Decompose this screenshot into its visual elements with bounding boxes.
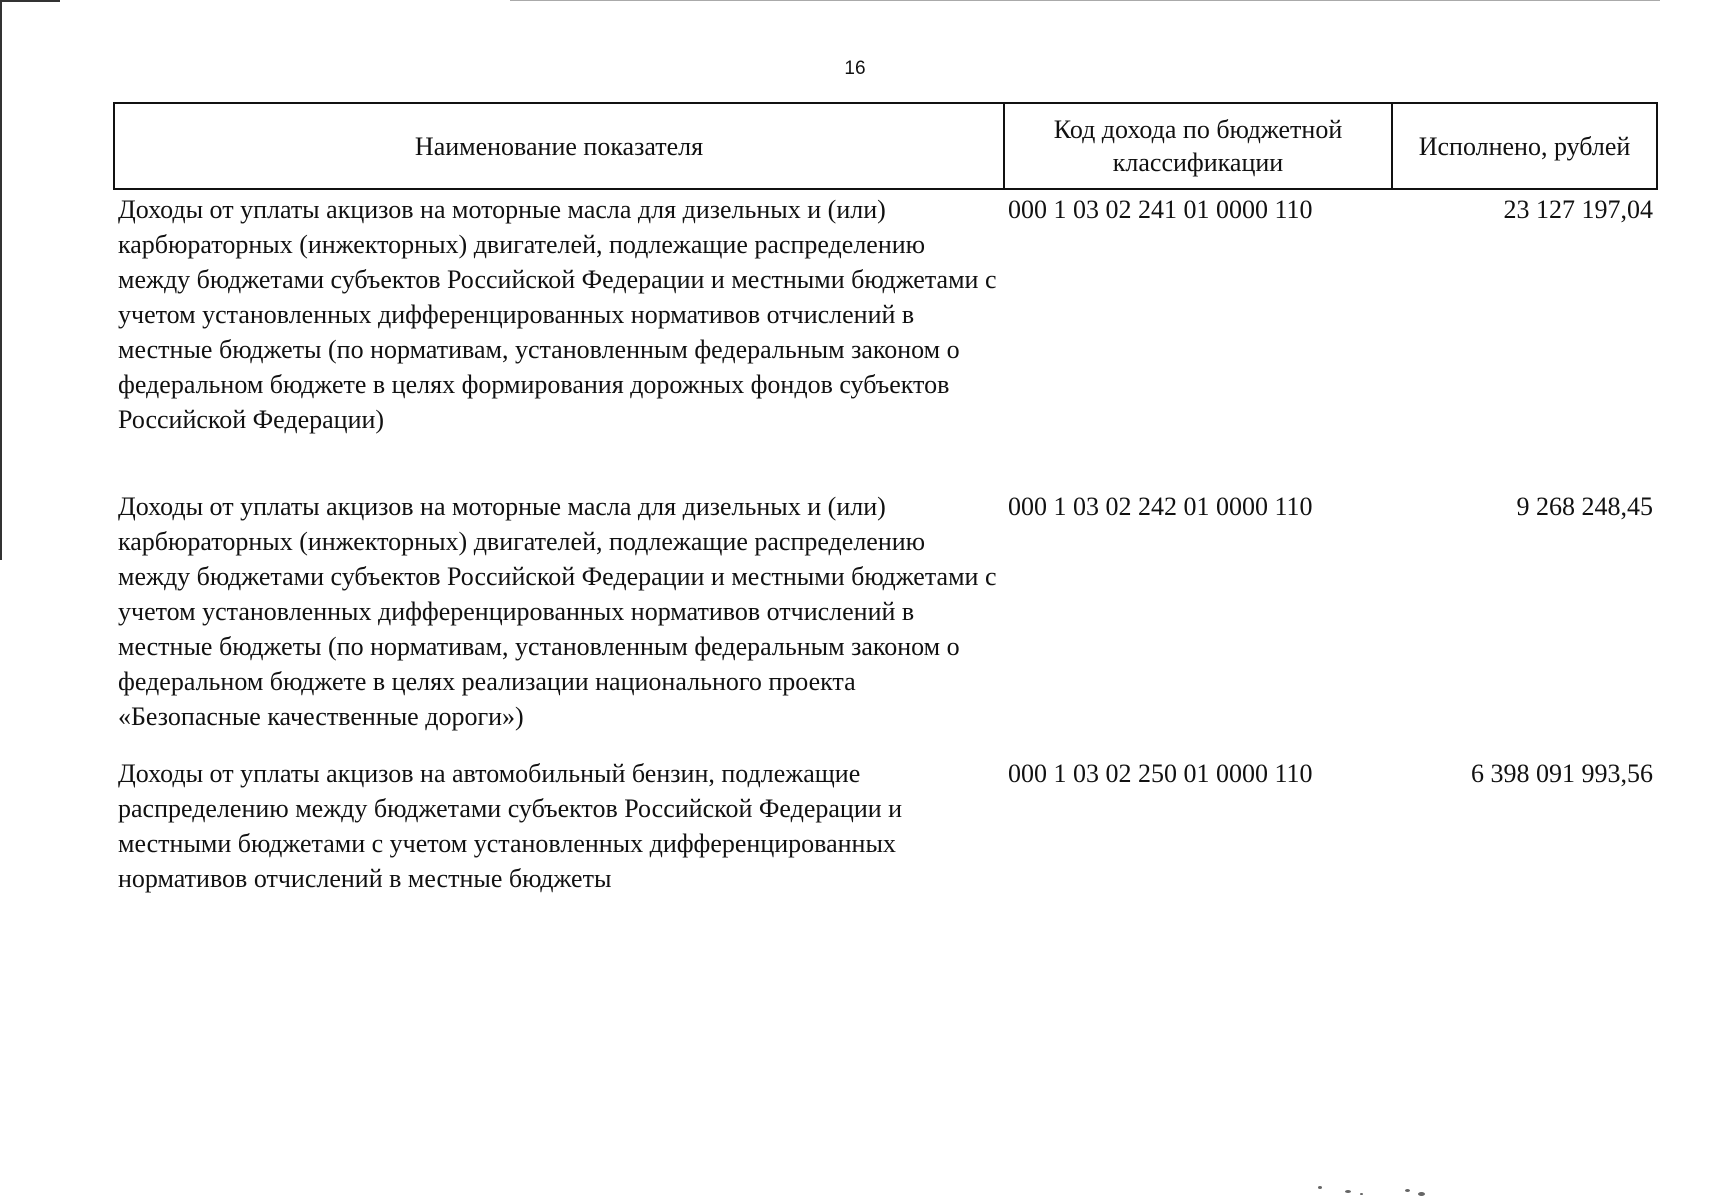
- table-header-row: [114, 103, 1657, 189]
- scan-speck: [1318, 1186, 1322, 1189]
- executed-amount: 9 268 248,45: [1516, 492, 1653, 521]
- executed-amount: 23 127 197,04: [1503, 195, 1653, 224]
- column-header-code: Код дохода по бюджетной классификации: [1004, 103, 1392, 189]
- table-row: [114, 754, 1657, 896]
- budget-code: 000 1 03 02 242 01 0000 110: [1008, 492, 1313, 521]
- table-row: [114, 487, 1657, 754]
- scan-speck: [1405, 1189, 1410, 1192]
- scan-edge-top-line: [510, 0, 1660, 1]
- indicator-name: Доходы от уплаты акцизов на автомобильный бензин, подлежащие распределению между бюджетами субъектов Российской Федерации и местными бюджетами с учетом установленных дифференцированных нормативов отчислений в местные бюджеты: [118, 759, 903, 893]
- table-row: [114, 189, 1657, 487]
- column-header-name: Наименование показателя: [114, 103, 1004, 189]
- indicator-name: Доходы от уплаты акцизов на моторные масла для дизельных и (или) карбюраторных (инжекторных) двигателей, подлежащие распределению между бюджетами субъектов Российской Федерации и местными бюджетами с учетом установленных дифференцированных нормативов отчислений в местные бюджеты (по нормативам, установленным федеральным законом о федеральном бюджете в целях формирования дорожных фондов субъектов Российской Федерации): [118, 195, 997, 434]
- column-header-amount: Исполнено, рублей: [1392, 103, 1657, 189]
- scan-edge-left: [0, 0, 2, 560]
- executed-amount: 6 398 091 993,56: [1471, 759, 1653, 788]
- scan-speck: [1345, 1190, 1351, 1193]
- page-number: 16: [844, 58, 866, 79]
- budget-code: 000 1 03 02 241 01 0000 110: [1008, 195, 1313, 224]
- scan-speck: [1418, 1192, 1425, 1196]
- scan-speck: [1360, 1193, 1363, 1195]
- indicator-name: Доходы от уплаты акцизов на моторные масла для дизельных и (или) карбюраторных (инжекторных) двигателей, подлежащие распределению между бюджетами субъектов Российской Федерации и местными бюджетами с учетом установленных дифференцированных нормативов отчислений в местные бюджеты (по нормативам, установленным федеральным законом о федеральном бюджете в целях реализации национального проекта «Безопасные качественные дороги»): [118, 492, 997, 731]
- revenue-table: [113, 102, 1658, 896]
- budget-code: 000 1 03 02 250 01 0000 110: [1008, 759, 1313, 788]
- scan-edge-top: [0, 0, 60, 2]
